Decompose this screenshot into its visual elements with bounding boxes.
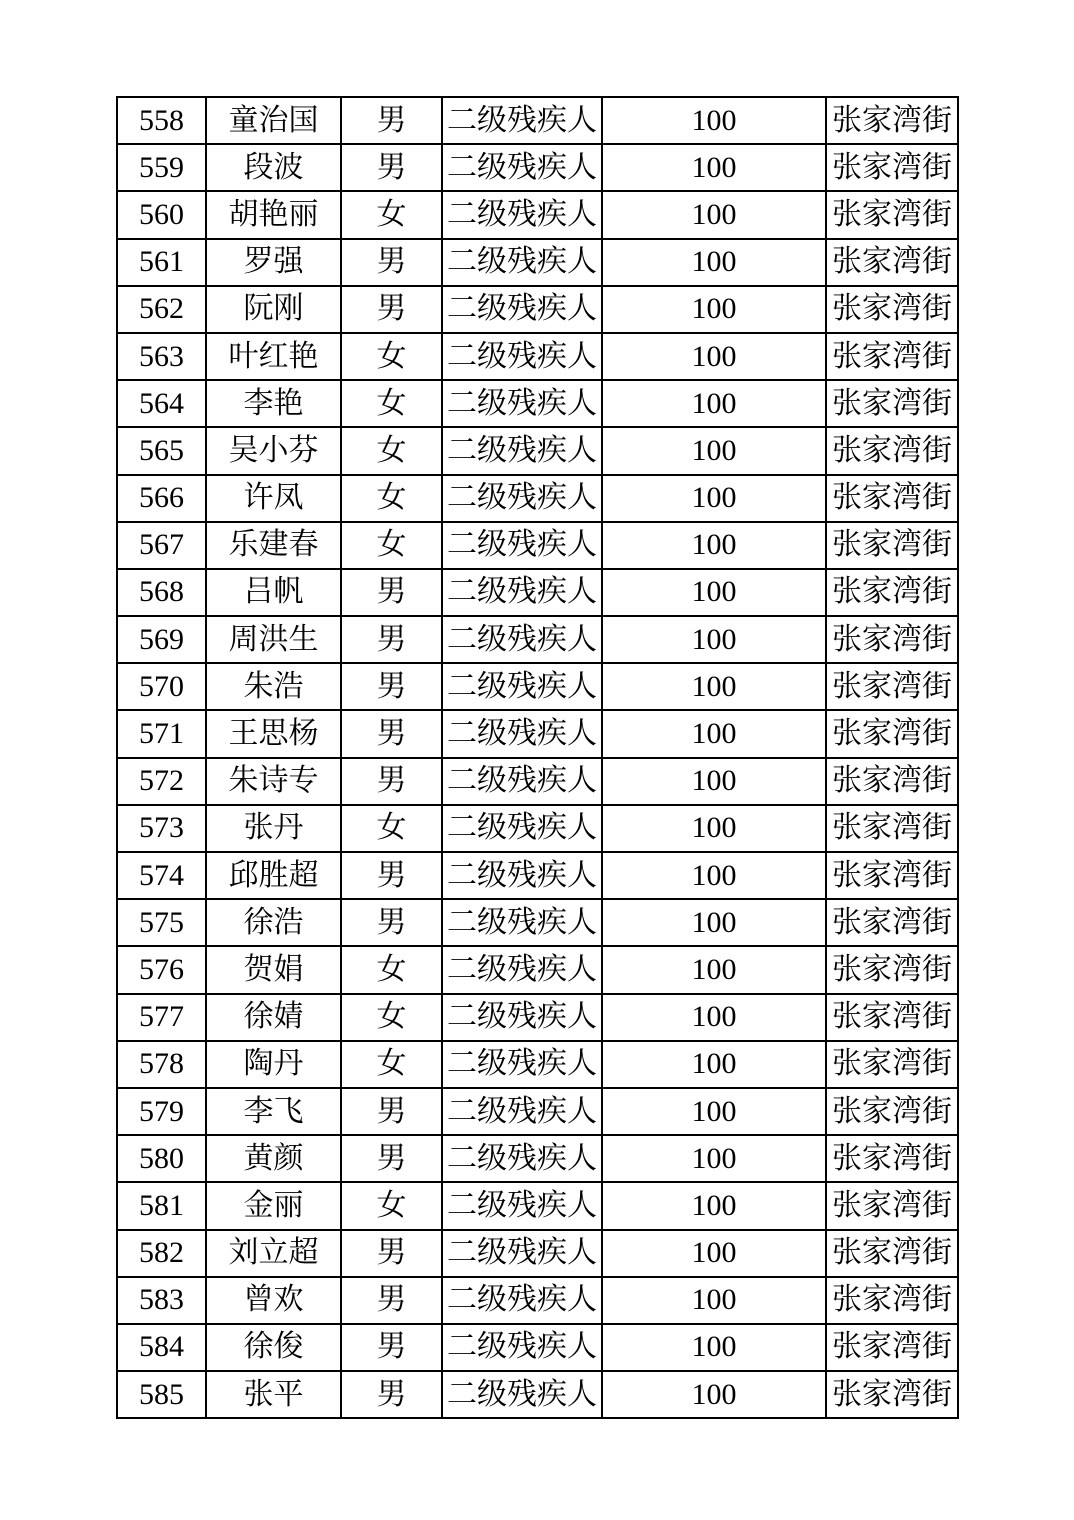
table-row [117, 1371, 958, 1418]
seq-cell: 582 [117, 1230, 206, 1277]
name-cell: 邱胜超 [206, 852, 341, 899]
name-cell: 张平 [206, 1371, 341, 1418]
category-cell: 二级残疾人 [442, 1041, 602, 1088]
seq-cell: 576 [117, 946, 206, 993]
street-cell: 张家湾街 [826, 1135, 958, 1182]
seq-cell: 569 [117, 616, 206, 663]
amount-cell: 100 [602, 239, 826, 286]
street-cell: 张家湾街 [826, 191, 958, 238]
gender-cell: 男 [341, 1088, 442, 1135]
street-cell: 张家湾街 [826, 994, 958, 1041]
table-row [117, 191, 958, 238]
street-cell: 张家湾街 [826, 852, 958, 899]
street-cell: 张家湾街 [826, 946, 958, 993]
street-cell: 张家湾街 [826, 380, 958, 427]
name-cell: 胡艳丽 [206, 191, 341, 238]
street-cell: 张家湾街 [826, 1230, 958, 1277]
amount-cell: 100 [602, 663, 826, 710]
gender-cell: 女 [341, 333, 442, 380]
seq-cell: 560 [117, 191, 206, 238]
street-cell: 张家湾街 [826, 1371, 958, 1418]
amount-cell: 100 [602, 475, 826, 522]
category-cell: 二级残疾人 [442, 569, 602, 616]
table-row [117, 1088, 958, 1135]
name-cell: 曾欢 [206, 1277, 341, 1324]
category-cell: 二级残疾人 [442, 475, 602, 522]
seq-cell: 581 [117, 1182, 206, 1229]
gender-cell: 女 [341, 522, 442, 569]
amount-cell: 100 [602, 710, 826, 757]
amount-cell: 100 [602, 616, 826, 663]
amount-cell: 100 [602, 191, 826, 238]
amount-cell: 100 [602, 805, 826, 852]
table-row [117, 1135, 958, 1182]
gender-cell: 女 [341, 475, 442, 522]
table-row [117, 994, 958, 1041]
category-cell: 二级残疾人 [442, 380, 602, 427]
amount-cell: 100 [602, 1277, 826, 1324]
street-cell: 张家湾街 [826, 805, 958, 852]
street-cell: 张家湾街 [826, 286, 958, 333]
name-cell: 段波 [206, 144, 341, 191]
amount-cell: 100 [602, 899, 826, 946]
amount-cell: 100 [602, 1324, 826, 1371]
name-cell: 徐俊 [206, 1324, 341, 1371]
name-cell: 王思杨 [206, 710, 341, 757]
gender-cell: 男 [341, 569, 442, 616]
category-cell: 二级残疾人 [442, 1182, 602, 1229]
table-row [117, 1277, 958, 1324]
amount-cell: 100 [602, 569, 826, 616]
seq-cell: 571 [117, 710, 206, 757]
gender-cell: 男 [341, 97, 442, 144]
table-row [117, 710, 958, 757]
street-cell: 张家湾街 [826, 569, 958, 616]
category-cell: 二级残疾人 [442, 286, 602, 333]
seq-cell: 583 [117, 1277, 206, 1324]
name-cell: 周洪生 [206, 616, 341, 663]
amount-cell: 100 [602, 286, 826, 333]
table-row [117, 1324, 958, 1371]
name-cell: 张丹 [206, 805, 341, 852]
amount-cell: 100 [602, 522, 826, 569]
seq-cell: 580 [117, 1135, 206, 1182]
gender-cell: 男 [341, 286, 442, 333]
table-row [117, 333, 958, 380]
gender-cell: 男 [341, 899, 442, 946]
street-cell: 张家湾街 [826, 333, 958, 380]
seq-cell: 558 [117, 97, 206, 144]
gender-cell: 女 [341, 994, 442, 1041]
category-cell: 二级残疾人 [442, 852, 602, 899]
category-cell: 二级残疾人 [442, 97, 602, 144]
seq-cell: 574 [117, 852, 206, 899]
name-cell: 阮刚 [206, 286, 341, 333]
table-row [117, 144, 958, 191]
category-cell: 二级残疾人 [442, 144, 602, 191]
seq-cell: 573 [117, 805, 206, 852]
seq-cell: 572 [117, 758, 206, 805]
gender-cell: 女 [341, 1041, 442, 1088]
gender-cell: 男 [341, 1135, 442, 1182]
category-cell: 二级残疾人 [442, 710, 602, 757]
category-cell: 二级残疾人 [442, 946, 602, 993]
amount-cell: 100 [602, 380, 826, 427]
name-cell: 童治国 [206, 97, 341, 144]
name-cell: 李艳 [206, 380, 341, 427]
category-cell: 二级残疾人 [442, 522, 602, 569]
name-cell: 乐建春 [206, 522, 341, 569]
table-row [117, 427, 958, 474]
gender-cell: 男 [341, 239, 442, 286]
street-cell: 张家湾街 [826, 1088, 958, 1135]
category-cell: 二级残疾人 [442, 1324, 602, 1371]
street-cell: 张家湾街 [826, 663, 958, 710]
category-cell: 二级残疾人 [442, 1135, 602, 1182]
beneficiary-table [116, 96, 959, 1419]
category-cell: 二级残疾人 [442, 1088, 602, 1135]
gender-cell: 男 [341, 616, 442, 663]
category-cell: 二级残疾人 [442, 191, 602, 238]
table-row [117, 1041, 958, 1088]
category-cell: 二级残疾人 [442, 1230, 602, 1277]
name-cell: 李飞 [206, 1088, 341, 1135]
street-cell: 张家湾街 [826, 522, 958, 569]
gender-cell: 男 [341, 1371, 442, 1418]
seq-cell: 564 [117, 380, 206, 427]
amount-cell: 100 [602, 852, 826, 899]
table-row [117, 97, 958, 144]
seq-cell: 566 [117, 475, 206, 522]
category-cell: 二级残疾人 [442, 758, 602, 805]
name-cell: 许凤 [206, 475, 341, 522]
seq-cell: 559 [117, 144, 206, 191]
gender-cell: 女 [341, 191, 442, 238]
category-cell: 二级残疾人 [442, 333, 602, 380]
category-cell: 二级残疾人 [442, 899, 602, 946]
street-cell: 张家湾街 [826, 144, 958, 191]
name-cell: 罗强 [206, 239, 341, 286]
amount-cell: 100 [602, 333, 826, 380]
seq-cell: 578 [117, 1041, 206, 1088]
name-cell: 贺娟 [206, 946, 341, 993]
gender-cell: 男 [341, 1324, 442, 1371]
name-cell: 黄颜 [206, 1135, 341, 1182]
street-cell: 张家湾街 [826, 758, 958, 805]
gender-cell: 男 [341, 758, 442, 805]
name-cell: 徐婧 [206, 994, 341, 1041]
street-cell: 张家湾街 [826, 710, 958, 757]
category-cell: 二级残疾人 [442, 616, 602, 663]
amount-cell: 100 [602, 994, 826, 1041]
amount-cell: 100 [602, 1182, 826, 1229]
table-row [117, 852, 958, 899]
amount-cell: 100 [602, 144, 826, 191]
gender-cell: 男 [341, 1230, 442, 1277]
name-cell: 金丽 [206, 1182, 341, 1229]
table-row [117, 616, 958, 663]
seq-cell: 562 [117, 286, 206, 333]
street-cell: 张家湾街 [826, 239, 958, 286]
street-cell: 张家湾街 [826, 475, 958, 522]
seq-cell: 561 [117, 239, 206, 286]
table-row [117, 1182, 958, 1229]
seq-cell: 577 [117, 994, 206, 1041]
gender-cell: 女 [341, 380, 442, 427]
table-row [117, 522, 958, 569]
gender-cell: 男 [341, 852, 442, 899]
seq-cell: 579 [117, 1088, 206, 1135]
seq-cell: 565 [117, 427, 206, 474]
gender-cell: 男 [341, 663, 442, 710]
name-cell: 徐浩 [206, 899, 341, 946]
seq-cell: 570 [117, 663, 206, 710]
street-cell: 张家湾街 [826, 899, 958, 946]
street-cell: 张家湾街 [826, 616, 958, 663]
amount-cell: 100 [602, 1371, 826, 1418]
category-cell: 二级残疾人 [442, 994, 602, 1041]
table-row [117, 758, 958, 805]
amount-cell: 100 [602, 1041, 826, 1088]
amount-cell: 100 [602, 427, 826, 474]
seq-cell: 585 [117, 1371, 206, 1418]
street-cell: 张家湾街 [826, 427, 958, 474]
name-cell: 叶红艳 [206, 333, 341, 380]
seq-cell: 563 [117, 333, 206, 380]
gender-cell: 女 [341, 427, 442, 474]
seq-cell: 584 [117, 1324, 206, 1371]
category-cell: 二级残疾人 [442, 663, 602, 710]
name-cell: 吕帆 [206, 569, 341, 616]
street-cell: 张家湾街 [826, 1182, 958, 1229]
name-cell: 朱浩 [206, 663, 341, 710]
amount-cell: 100 [602, 758, 826, 805]
category-cell: 二级残疾人 [442, 1371, 602, 1418]
gender-cell: 女 [341, 946, 442, 993]
table-row [117, 663, 958, 710]
table-row [117, 899, 958, 946]
category-cell: 二级残疾人 [442, 427, 602, 474]
table-row [117, 569, 958, 616]
amount-cell: 100 [602, 1230, 826, 1277]
amount-cell: 100 [602, 1135, 826, 1182]
street-cell: 张家湾街 [826, 1277, 958, 1324]
street-cell: 张家湾街 [826, 97, 958, 144]
table-row [117, 1230, 958, 1277]
amount-cell: 100 [602, 1088, 826, 1135]
seq-cell: 575 [117, 899, 206, 946]
name-cell: 陶丹 [206, 1041, 341, 1088]
table-row [117, 286, 958, 333]
table-row [117, 946, 958, 993]
gender-cell: 女 [341, 805, 442, 852]
gender-cell: 女 [341, 1182, 442, 1229]
table-row [117, 239, 958, 286]
gender-cell: 男 [341, 1277, 442, 1324]
gender-cell: 男 [341, 710, 442, 757]
table-row [117, 380, 958, 427]
seq-cell: 568 [117, 569, 206, 616]
amount-cell: 100 [602, 946, 826, 993]
table-row [117, 805, 958, 852]
category-cell: 二级残疾人 [442, 1277, 602, 1324]
amount-cell: 100 [602, 97, 826, 144]
seq-cell: 567 [117, 522, 206, 569]
name-cell: 刘立超 [206, 1230, 341, 1277]
street-cell: 张家湾街 [826, 1324, 958, 1371]
category-cell: 二级残疾人 [442, 239, 602, 286]
gender-cell: 男 [341, 144, 442, 191]
beneficiary-table-body [117, 97, 958, 1418]
table-row [117, 475, 958, 522]
street-cell: 张家湾街 [826, 1041, 958, 1088]
category-cell: 二级残疾人 [442, 805, 602, 852]
name-cell: 朱诗专 [206, 758, 341, 805]
name-cell: 吴小芬 [206, 427, 341, 474]
